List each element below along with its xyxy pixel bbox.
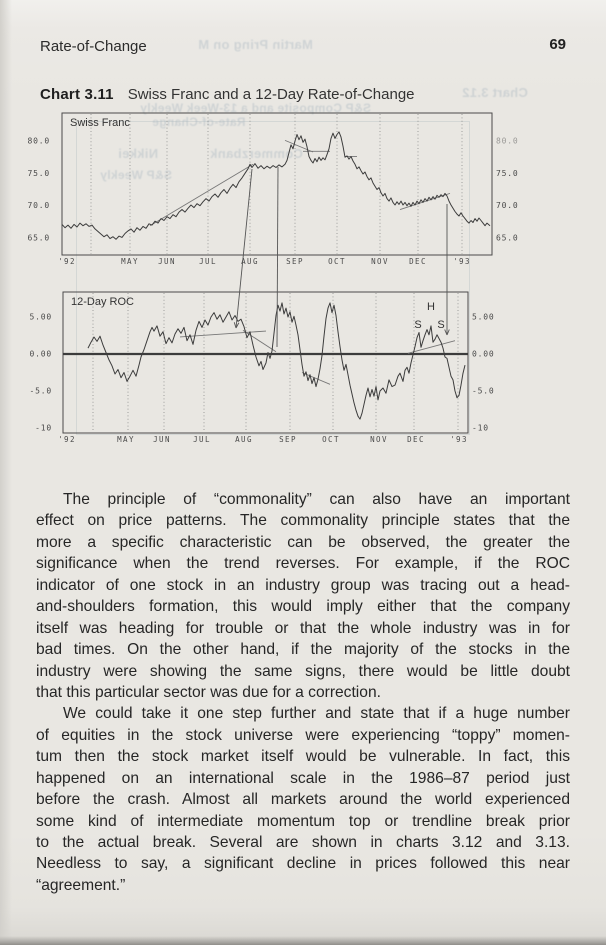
y-axis-label-left: 5.00: [29, 312, 52, 322]
x-axis-label: DEC: [407, 435, 425, 444]
trendline: [180, 331, 266, 337]
y-axis-label-left: 70.0: [27, 201, 50, 211]
y-axis-label-right: 65.0: [496, 233, 519, 243]
chart-frame: [63, 292, 468, 433]
x-axis-label: '92: [58, 435, 76, 444]
body-text-line: indicator of one stock in an industry group was tracing out a head-: [36, 576, 570, 594]
body-text-line: tum then the stock market itself would be vulnerable. In fact, this: [36, 748, 570, 766]
y-axis-label-left: 0.00: [29, 349, 52, 359]
y-axis-label-right: 5.00: [472, 312, 495, 322]
x-axis-label: AUG: [241, 257, 259, 266]
x-axis-label: '92: [58, 257, 76, 266]
x-axis-label: '93: [450, 435, 468, 444]
body-text-line: bad times. On the other hand, if the majority of the stocks in the: [36, 641, 570, 659]
body-text-line: industry were showing the same signs, there would be little doubt: [36, 662, 570, 680]
body-text-line: itself was heading for trouble or that the whole industry was in for: [36, 619, 570, 637]
chart-frame: [62, 113, 492, 255]
body-text-line: that this particular sector was due for a correction.: [36, 683, 381, 701]
body-text-line: before the crash. Almost all markets around the world experienced: [36, 791, 570, 809]
trendline: [150, 164, 253, 225]
connector-line: [277, 167, 278, 347]
body-text: [36, 489, 570, 896]
bleedthrough-text: Rate-of-Change: [152, 115, 246, 129]
body-text-line: more a specific characteristic can be observed, the greater the: [36, 533, 570, 551]
x-axis-label: JUL: [199, 257, 217, 266]
x-axis-label: NOV: [370, 435, 388, 444]
bleedthrough-text: Chart 3.12: [462, 85, 528, 100]
running-header: Rate-of-Change: [40, 38, 147, 55]
chart-number-label: Chart 3.11: [40, 86, 114, 103]
body-text-line: effect on price patterns. The commonality principle states that the: [36, 512, 570, 530]
chart-caption: Swiss Franc and a 12-Day Rate-of-Change: [127, 86, 415, 103]
body-text-line: Needless to say, a significant decline in prices followed this near: [36, 855, 570, 873]
y-axis-label-right: 70.0: [496, 201, 519, 211]
body-text-line: and-shoulders formation, this would imply either that the company: [36, 598, 570, 616]
bleedthrough-text: S&P Composite and a 13-Week Weekly: [140, 101, 371, 115]
x-axis-label: MAY: [121, 257, 139, 266]
bleedthrough-text: Martin Pring on M: [198, 37, 313, 52]
bleedthrough-text: Commerzbank: [210, 146, 303, 161]
x-axis-label: '93: [453, 257, 471, 266]
y-axis-label-left: 65.0: [27, 233, 50, 243]
x-axis-label: JUN: [158, 257, 176, 266]
connector-line: [236, 169, 252, 328]
y-axis-label-left: -5.0: [29, 386, 52, 396]
x-axis-label: NOV: [371, 257, 389, 266]
body-text-line: significance when the trend reverses. For example, if the ROC: [36, 555, 570, 573]
body-text-line: happened on an international scale in the 1986–87 period just: [36, 769, 570, 787]
annotation-letter-s: S: [414, 319, 422, 331]
x-axis-label: SEP: [286, 257, 304, 266]
bleedthrough-text: Nikkei: [118, 146, 159, 161]
trendline: [243, 330, 276, 351]
panel-title: 12-Day ROC: [71, 296, 134, 308]
x-axis-label: DEC: [409, 257, 427, 266]
body-text-line: to the actual break. Several are shown in charts 3.12 and 3.13.: [36, 834, 570, 851]
body-text-line: “agreement.”: [36, 876, 126, 894]
x-axis-label: OCT: [328, 257, 346, 266]
y-axis-label-right: -10: [472, 423, 489, 433]
connector-arrowhead: [234, 322, 236, 328]
body-text-line: of equities in the stock universe were experiencing “toppy” momen-: [36, 726, 570, 744]
annotation-letter-h: H: [427, 301, 435, 313]
x-axis-label: JUN: [153, 435, 171, 444]
body-text-line: some kind of intermediate momentum top or trendline break prior: [36, 812, 570, 830]
swiss-franc-price: [62, 132, 490, 239]
panel-title: Swiss Franc: [70, 117, 130, 129]
x-axis-label: AUG: [235, 435, 253, 444]
x-axis-label: OCT: [322, 435, 340, 444]
x-axis-label: MAY: [117, 435, 135, 444]
chart-figure: [0, 0, 606, 470]
x-axis-label: JUL: [193, 435, 211, 444]
y-axis-label-left: 75.0: [27, 168, 50, 178]
roc-series: [88, 303, 465, 419]
x-axis-label: SEP: [279, 435, 297, 444]
bleedthrough-text: S&P Weekly: [100, 168, 172, 182]
y-axis-label-right: -5.0: [472, 386, 495, 396]
y-axis-label-left: 80.0: [27, 136, 50, 146]
page-number: 69: [549, 36, 566, 53]
y-axis-label-right: 75.0: [496, 168, 519, 178]
y-axis-label-right: 80.0: [496, 136, 519, 146]
body-text-line: The principle of “commonality” can also have an important: [63, 491, 570, 508]
annotation-letter-s: S: [437, 319, 445, 331]
body-text-line: We could take it one step further and state that if a huge number: [63, 705, 570, 723]
y-axis-label-right: 0.00: [472, 349, 495, 359]
y-axis-label-left: -10: [35, 423, 52, 433]
